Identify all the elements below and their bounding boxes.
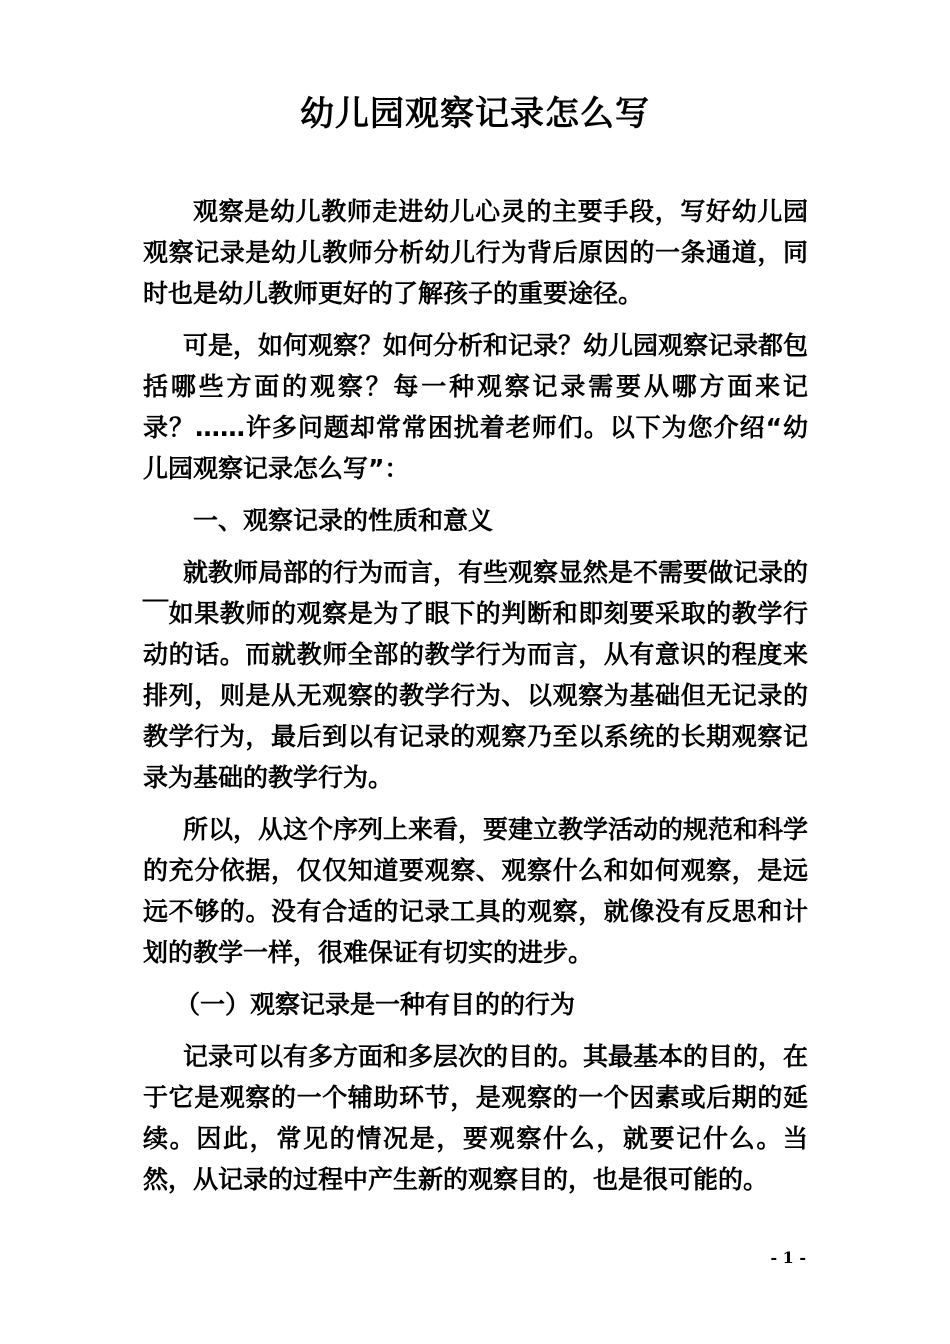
paragraph-questions: 可是，如何观察？如何分析和记录？幼儿园观察记录都包括哪些方面的观察？每一种观察记录需要从哪方面来记录？……许多问题却常常困扰着老师们。以下为您介绍“幼儿园观察记录怎么写”： [143,331,809,483]
document-title: 幼儿园观察记录怎么写 [300,94,650,134]
paragraph-intro: 观察是幼儿教师走进幼儿心灵的主要手段，写好幼儿园观察记录是幼儿教师分析幼儿行为背后原因的一条通道，同时也是幼儿教师更好的了解孩子的重要途径。 [143,197,808,308]
page-number: - 1 - [770,1248,806,1267]
paragraph-teacher-behavior: 就教师局部的行为而言，有些观察显然是不需要做记录的￣如果教师的观察是为了眼下的判断和即刻要采取的教学行动的话。而就教师全部的教学行为而言，从有意识的程度来排列，则是从无观察的教学行为、以观察为基础但无记录的教学行为，最后到以有记录的观察乃至以系统的长期观察记录为基础的教学行为。 [143,558,809,792]
section-heading-1: 一、观察记录的性质和意义 [193,506,494,535]
document-body [143,191,808,1211]
paragraph-record-purpose: 记录可以有多方面和多层次的目的。其最基本的目的，在于它是观察的一个辅助环节，是观察的一个因素或后期的延续。因此，常见的情况是，要观察什么，就要记什么。当然，从记录的过程中产生新的观察目的，也是很可能的。 [143,1042,809,1194]
paragraph-sequence: 所以，从这个序列上来看，要建立教学活动的规范和科学的充分依据，仅仅知道要观察、观察什么和如何观察，是远远不够的。没有合适的记录工具的观察，就像没有反思和计划的教学一样，很难保证有切实的进步。 [143,815,809,967]
subsection-heading-1: （一）观察记录是一种有目的的行为 [175,990,576,1019]
